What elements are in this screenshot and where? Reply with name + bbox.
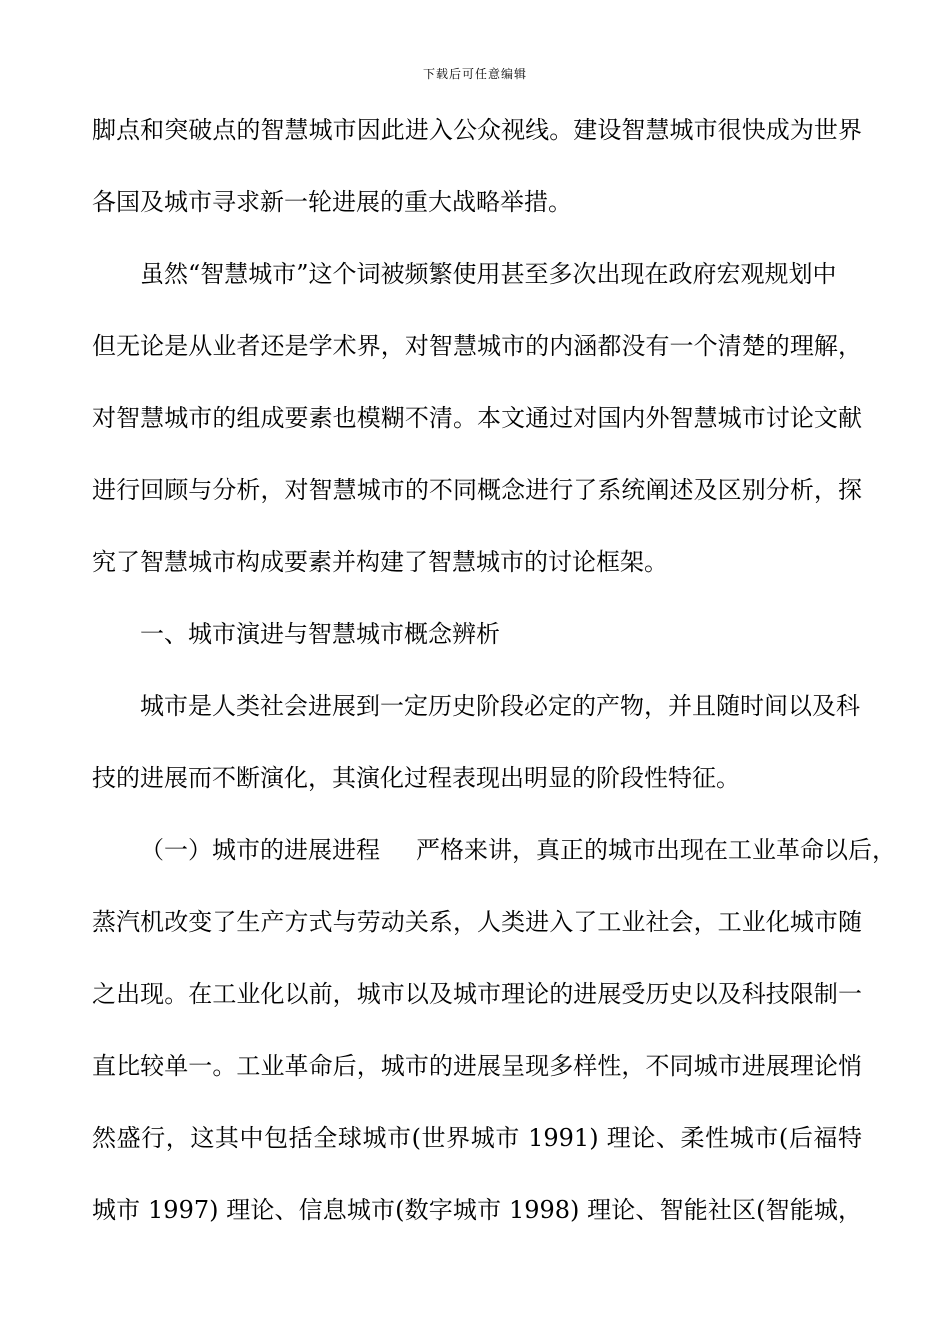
subsection-heading: （一）城市的进展进程 [140, 836, 380, 864]
paragraph-line [92, 827, 896, 899]
paragraph-line: 技的进展而不断演化，其演化过程表现出明显的阶段性特征。 [92, 764, 740, 792]
paragraph-line: 蒸汽机改变了生产方式与劳动关系，人类进入了工业社会，工业化城市随 [92, 908, 862, 936]
page-header-note: 下载后可任意编辑 [422, 67, 527, 81]
paragraph-line: 但无论是从业者还是学术界，对智慧城市的内涵都没有一个清楚的理解， [92, 332, 862, 360]
paragraph-line: 直比较单一。工业革命后，城市的进展呈现多样性，不同城市进展理论悄 [92, 1052, 862, 1080]
paragraph-text: 严格来讲，真正的城市出现在工业革命以后， [416, 836, 896, 864]
paragraph-line: 脚点和突破点的智慧城市因此进入公众视线。建设智慧城市很快成为世界 [92, 116, 862, 144]
paragraph-line: 城市是人类社会进展到一定历史阶段必定的产物，并且随时间以及科 [140, 692, 860, 720]
paragraph-line: 之出现。在工业化以前，城市以及城市理论的进展受历史以及科技限制一 [92, 980, 862, 1008]
paragraph-line: 进行回顾与分析，对智慧城市的不同概念进行了系统阐述及区别分析，探 [92, 476, 862, 504]
paragraph-line: 然盛行，这其中包括全球城市(世界城市 1991) 理论、柔性城市(后福特 [92, 1124, 862, 1152]
paragraph-line: 各国及城市寻求新一轮进展的重大战略举措。 [92, 188, 572, 216]
paragraph-line: 城市 1997) 理论、信息城市(数字城市 1998) 理论、智能社区(智能城， [92, 1196, 862, 1224]
document-body [92, 107, 896, 1259]
paragraph-line: 对智慧城市的组成要素也模糊不清。本文通过对国内外智慧城市讨论文献 [92, 404, 862, 432]
paragraph-line: 究了智慧城市构成要素并构建了智慧城市的讨论框架。 [92, 548, 668, 576]
paragraph-line: 虽然“智慧城市”这个词被频繁使用甚至多次出现在政府宏观规划中 [140, 260, 837, 288]
section-heading: 一、城市演进与智慧城市概念辨析 [140, 620, 500, 648]
